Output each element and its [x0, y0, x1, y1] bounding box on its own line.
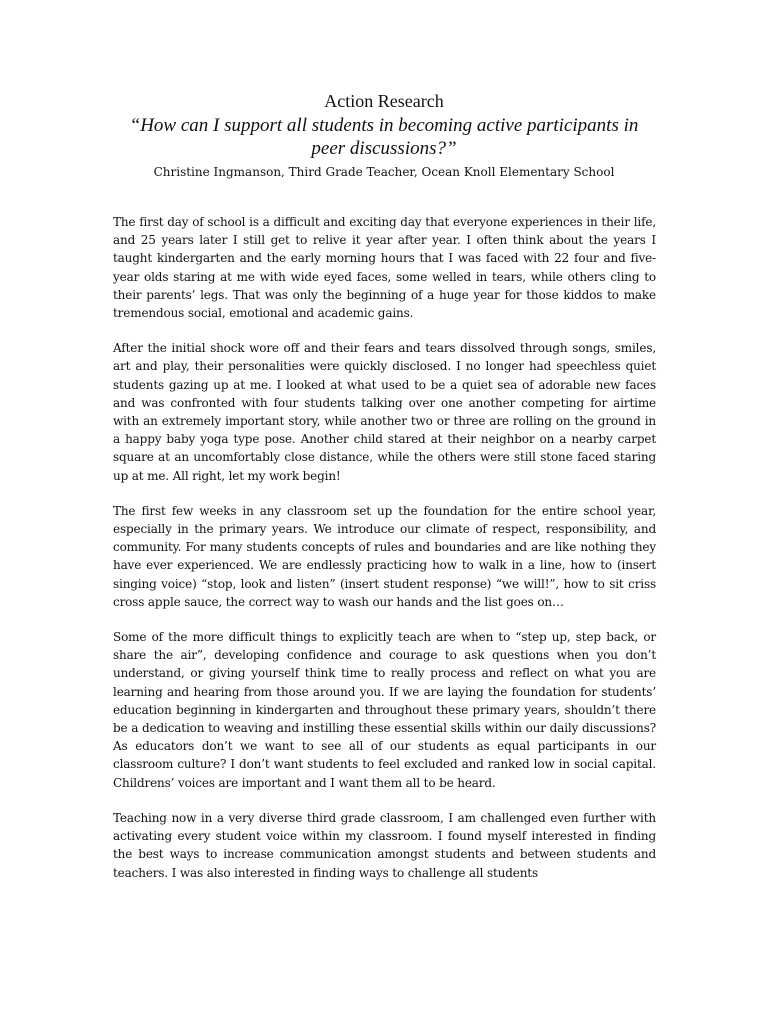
document-subtitle: “How can I support all students in becoming active participants in peer discussions?”: [129, 115, 639, 159]
document-header: [100, 90, 668, 180]
paragraph-2: After the initial shock wore off and their fears and tears dissolved through songs, smiles, art and play, their personalities were quickly disclosed. I no longer had speechless quiet students gazing up at me. I looked at what used to be a quiet sea of adorable new faces and was confronted with four students talking over one another competing for airtime with an extremely important story, while another two or three are rolling on the ground in a happy baby yoga type pose. Another child stared at their neighbor on a nearby carpet square at an uncomfortably close distance, while the others were still stone faced staring up at me. All right, let my work begin!: [113, 341, 656, 483]
document-title: Action Research: [324, 91, 444, 111]
document-body: [113, 213, 656, 882]
paragraph-3: The first few weeks in any classroom set up the foundation for the entire school year, especially in the primary years. We introduce our climate of respect, responsibility, and community. For many students concepts of rules and boundaries and are like nothing they have ever experienced. We are endlessly practicing how to walk in a line, how to (insert singing voice) “stop, look and listen” (insert student response) “we will!”, how to sit criss cross apple sauce, the correct way to wash our hands and the list goes on…: [113, 503, 656, 609]
author-line: Christine Ingmanson, Third Grade Teacher, Ocean Knoll Elementary School: [153, 165, 615, 179]
paragraph-1: The first day of school is a difficult and exciting day that everyone experiences in their life, and 25 years later I still get to relive it year after year. I often think about the years I taught kindergarten and the early morning hours that I was faced with 22 four and five-year olds staring at me with wide eyed faces, some welled in tears, while others cling to their parents’ legs. That was only the beginning of a huge year for those kiddos to make tremendous social, emotional and academic gains.: [113, 215, 656, 321]
paragraph-4: Some of the more difficult things to explicitly teach are when to “step up, step back, or share the air”, developing confidence and courage to ask questions when you don’t understand, or giving yourself think time to really process and reflect on what you are learning and hearing from those around you. If we are laying the foundation for students’ education beginning in kindergarten and throughout these primary years, shouldn’t there be a dedication to weaving and instilling these essential skills within our daily discussions? As educators don’t we want to see all of our students as equal participants in our classroom culture? I don’t want students to feel excluded and ranked low in social capital. Childrens’ voices are important and I want them all to be heard.: [113, 630, 656, 790]
paragraph-5: Teaching now in a very diverse third grade classroom, I am challenged even further with activating every student voice within my classroom. I found myself interested in finding the best ways to increase communication amongst students and between students and teachers. I was also interested in finding ways to challenge all students: [113, 810, 656, 880]
